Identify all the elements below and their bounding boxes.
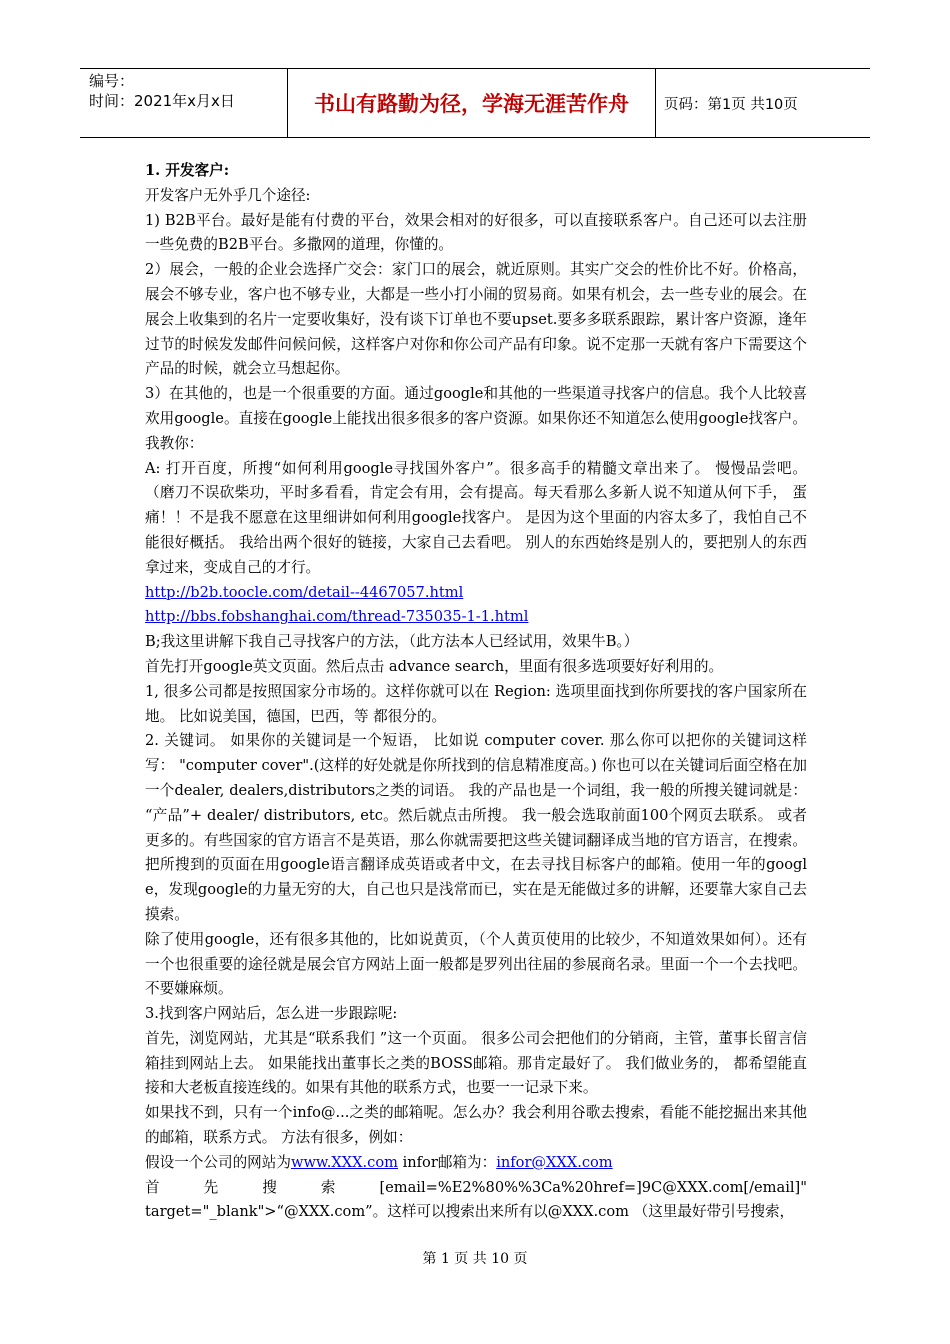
paragraph: 3）在其他的，也是一个很重要的方面。通过google和其他的一些渠道寻找客户的信息。我个人比较喜欢用google。直接在google上能找出很多很多的客户资源。如果你还不知道怎么使用google找客户。我教你： [145,385,807,452]
paragraph: 除了使用google，还有很多其他的，比如说黄页，（个人黄页使用的比较少，不知道效果如何）。还有一个也很重要的途径就是展会官方网站上面一般都是罗列出往届的参展商名录。里面一个一个去找吧。不要嫌麻烦。 [145,930,807,998]
header-page-info: 页码：第1页 共10页 [664,96,798,113]
paragraph: 首先打开google英文页面。然后点击 advance search，里面有很多选项要好好利用的。 [145,657,724,675]
paragraph: 如果找不到，只有一个info@...之类的邮箱呢。怎么办？我会利用谷歌去搜索，看能不能挖掘出来其他的邮箱，联系方式。 方法有很多，例如： [145,1104,807,1147]
paragraph: 开发客户无外乎几个途径: [145,186,311,204]
text: [email=%E2%80%%3Ca%20href=]9C@XXX.com[/email]" [379,1178,807,1196]
fobshanghai-link[interactable]: http://bbs.fobshanghai.com/thread-735035-1-1.html [145,608,529,626]
paragraph: B;我这里讲解下我自己寻找客户的方法，（此方法本人已经试用，效果牛B。） [145,633,639,651]
header-meta [89,71,235,111]
text: 假设一个公司的网站为 [145,1153,291,1171]
paragraph: target="_blank">“@XXX.com”。这样可以搜索出来所有以@XXX.com （这里最好带引号搜索， [145,1203,795,1221]
header-motto: 书山有路勤为径，学海无涯苦作舟 [287,69,656,137]
paragraph: 1) B2B平台。最好是能有付费的平台，效果会相对的好很多，可以直接联系客户。自己还可以去注册一些免费的B2B平台。多撒网的道理，你懂的。 [145,211,807,254]
paragraph: 2）展会，一般的企业会选择广交会：家门口的展会，就近原则。其实广交会的性价比不好。价格高，展会不够专业，客户也不够专业，大都是一些小打小闹的贸易商。如果有机会，去一些专业的展会。在展会上收集到的名片一定要收集好，没有谈下订单也不要upset.要多多联系跟踪，累计客户资源，逢年过节的时候发发邮件问候问候，这样客户对你和你公司产品有印象。说不定那一天就有客户下需要这个产品的时候，就会立马想起你。 [145,261,807,378]
search-example-line [145,1176,807,1201]
document-number-label: 编号： [89,72,135,90]
text: 首 [145,1178,160,1196]
text: 搜 [262,1178,277,1196]
page-header [80,68,870,138]
text: infor邮箱为： [397,1153,497,1171]
paragraph [145,1151,807,1176]
paragraph: 1, 很多公司都是按照国家分市场的。这样你就可以在 Region: 选项里面找到你所要找的客户国家所在地。 比如说美国，德国，巴西，等 都很分的。 [145,682,807,725]
email-link[interactable]: infor@XXX.com [496,1153,613,1171]
paragraph: 2. 关键词。 如果你的关键词是一个短语， 比如说 computer cover. 那么你可以把你的关键词这样写： "computer cover".(这样的好处就是你所找到的信息精准度高。) 你也可以在关键词后面空格在加一个dealer, dealers,distributors之类的词语。 我的产品也是一个词组，我一般的所搜关键词就是： “产品”+ dealer/ distributors, etc。然后就点击所搜。 我一般会选取前面100个网页去联系。 或者更多的。有些国家的官方语言不是英语，那么你就需要把这些关键词翻译成当地的官方语言，在搜索。把所搜到的页面在用google语言翻译成英语或者中文，在去寻找目标客户的邮箱。使用一年的google，发现google的力量无穷的大，自己也只是浅常而已，实在是无能做过多的讲解，还要靠大家自己去摸索。 [145,732,807,923]
toocle-link[interactable]: http://b2b.toocle.com/detail--4467057.html [145,583,464,601]
document-time: 时间：2021年x月x日 [89,92,235,110]
page-footer: 第 1 页 共 10 页 [422,1251,528,1267]
document-body [145,159,807,1225]
section-heading: 1. 开发客户: [145,162,230,179]
link-paragraph [145,605,807,630]
paragraph: A: 打开百度，所搜“如何利用google寻找国外客户”。很多高手的精髓文章出来了。 慢慢品尝吧。 （磨刀不误砍柴功，平时多看看，肯定会有用，会有提高。每天看那么多新人说不知道从何下手， 蛋痛！！不是我不愿意在这里细讲如何利用google找客户。 是因为这个里面的内容太多了，我怕自己不能很好概括。 我给出两个很好的链接，大家自己去看吧。 别人的东西始终是别人的，要把别人的东西拿过来，变成自己的才行。 [145,459,807,576]
paragraph: 首先，浏览网站，尤其是“联系我们 ”这一个页面。 很多公司会把他们的分销商，主管，董事长留言信箱挂到网站上去。 如果能找出董事长之类的BOSS邮箱。那肯定最好了。 我们做业务的， 都希望能直接和大老板直接连线的。如果有其他的联系方式，也要一一记录下来。 [145,1029,807,1097]
text: 索 [320,1178,336,1196]
text: 先 [203,1178,219,1196]
paragraph: 3.找到客户网站后，怎么进一步跟踪呢: [145,1005,398,1023]
website-link[interactable]: www.XXX.com [290,1153,398,1171]
link-paragraph [145,581,807,606]
